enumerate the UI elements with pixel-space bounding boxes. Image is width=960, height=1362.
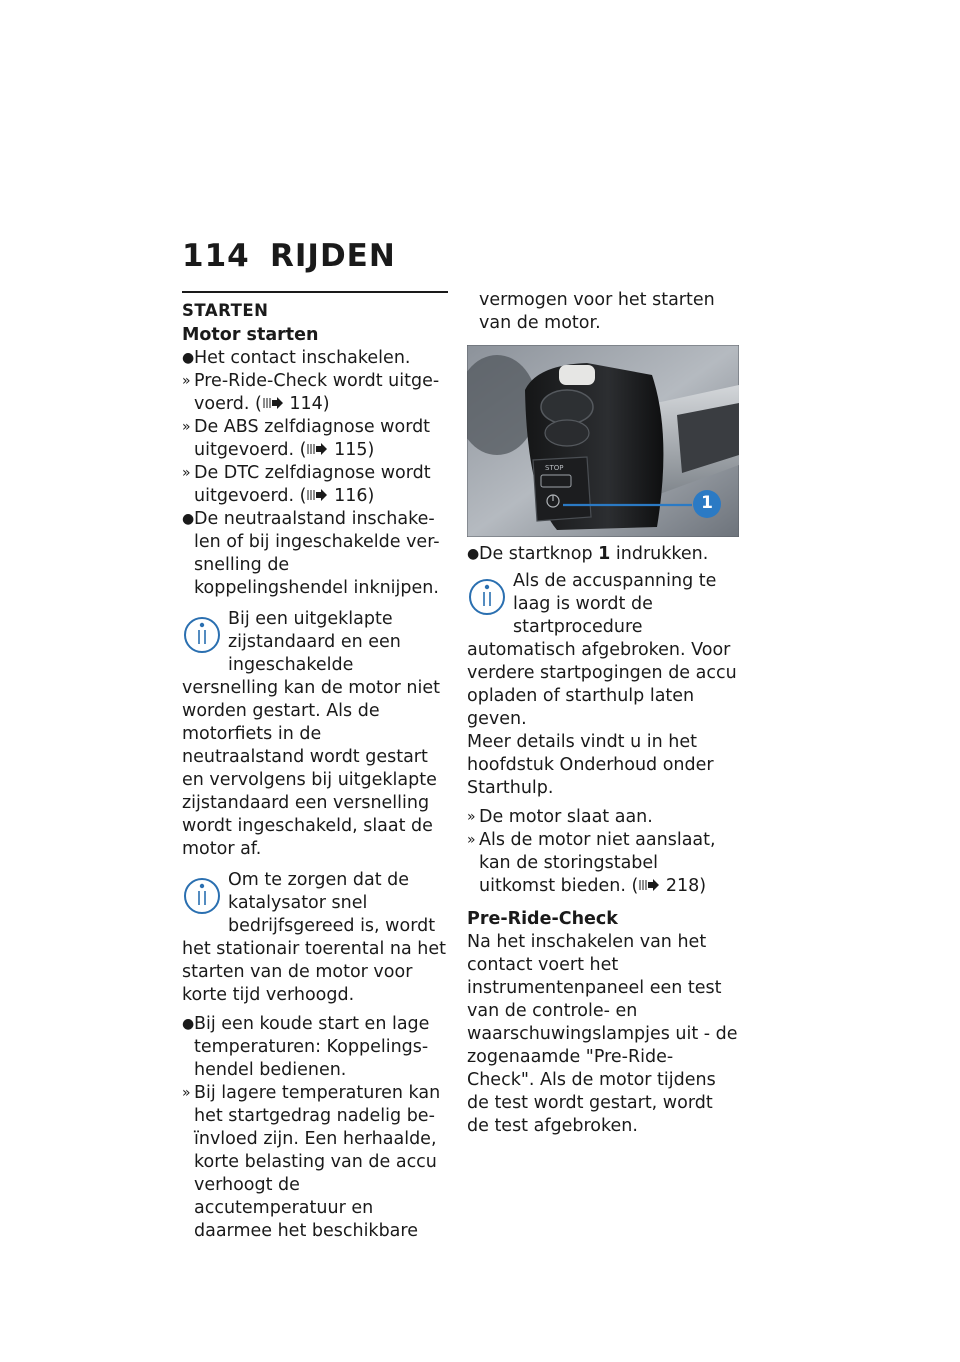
page-number: 114 xyxy=(182,238,250,274)
result-list xyxy=(467,806,739,898)
info-note: Als de accuspanning te laag is wordt de startprocedure automatisch afgebroken. Voor verdere startpogingen de accu opladen of starthulp laten geven. Meer details vindt u in het hoofdstuk Onderhoud onder Starthulp. xyxy=(467,570,739,800)
page-header xyxy=(182,238,396,274)
info-icon xyxy=(182,611,222,657)
result-arrow-icon: » xyxy=(182,419,191,435)
result-arrow-icon: » xyxy=(182,465,191,481)
page-reference[interactable]: ( 218) xyxy=(631,876,707,896)
info-icon xyxy=(182,872,222,918)
section-title: STARTEN xyxy=(182,291,448,322)
info-note: Bij een uitgeklapte zijstandaard en een ingeschakelde versnelling kan de motor niet worden gestart. Als de motorfiets in de neutraalstand wordt gestart en vervolgens bij uitgeklapte zijstandaard een versnelling wordt ingeschakeld, slaat de motor af. xyxy=(182,609,440,859)
right-column xyxy=(467,289,739,1138)
continuation xyxy=(467,289,739,335)
reference-arrow-icon xyxy=(306,488,328,502)
subsection-title: Motor starten xyxy=(182,325,319,345)
handlebar-switch-photo xyxy=(467,345,739,537)
page-reference[interactable]: ( 116) xyxy=(299,486,375,506)
list-item: » Als de motor niet aanslaat, kan de storingstabel uitkomst bieden. ( 218) xyxy=(467,830,716,896)
list-item: » De ABS zelfdiagnose wordt uitgevoerd. ( 115) xyxy=(182,417,431,460)
callout-number: 1 xyxy=(701,493,713,513)
chapter-title: RIJDEN xyxy=(270,238,396,274)
list-item: vermogen voor het starten van de motor. xyxy=(479,290,715,333)
list-item: ● Het contact inschakelen. xyxy=(182,348,411,368)
info-icon xyxy=(467,573,507,619)
list-item: » De DTC zelfdiagnose wordt uitgevoerd. ( 116) xyxy=(182,463,431,506)
pre-ride-check-text: Na het inschakelen van het contact voert het instrumentenpaneel een test van de controle- en waarschuwingslampjes uit - de zogenaamde "Pre-Ride-Check". Als de motor tijdens de test wordt gestart, wordt de test afgebroken. xyxy=(467,932,738,1136)
left-column xyxy=(182,291,448,1243)
reference-arrow-icon xyxy=(638,878,660,892)
result-arrow-icon: » xyxy=(182,1085,191,1101)
start-step xyxy=(467,543,739,566)
page-reference[interactable]: ( 114) xyxy=(254,394,330,414)
bullet-icon: ● xyxy=(467,546,480,562)
bullet-icon: ● xyxy=(182,350,195,366)
list-item: ● Bij een koude start en lage temperaturen: Koppelings-hendel bedienen. xyxy=(182,1014,430,1080)
list-item: » Bij lagere temperaturen kan het startgedrag nadelig be-ïnvloed zijn. Een herhaalde, korte belasting van de accu verhoogt de accutemperatuur en daarmee het beschikbare xyxy=(182,1083,441,1241)
reference-arrow-icon xyxy=(306,442,328,456)
svg-text:STOP: STOP xyxy=(545,464,564,472)
bullet-icon: ● xyxy=(182,511,195,527)
pre-ride-check-title: Pre-Ride-Check xyxy=(467,909,618,929)
list-item: » Pre-Ride-Check wordt uitge-voerd. ( 114) xyxy=(182,371,440,414)
result-arrow-icon: » xyxy=(467,809,476,825)
steps-list-2 xyxy=(182,1013,448,1243)
result-arrow-icon: » xyxy=(467,832,476,848)
list-item: ● De neutraalstand inschake-len of bij ingeschakelde ver-snelling de koppelingshendel inknijpen. xyxy=(182,509,440,598)
list-item: » De motor slaat aan. xyxy=(467,807,653,827)
list-item: ● De startknop 1 indrukken. xyxy=(467,544,709,564)
info-note: Om te zorgen dat de katalysator snel bedrijfsgereed is, wordt het stationair toerental na het starten van de motor voor korte tijd verhoogd. xyxy=(182,870,446,1005)
note-extra: Meer details vindt u in het hoofdstuk Onderhoud onder Starthulp. xyxy=(467,732,714,798)
result-arrow-icon: » xyxy=(182,373,191,389)
bullet-icon: ● xyxy=(182,1016,195,1032)
steps-list-1 xyxy=(182,347,448,600)
reference-arrow-icon xyxy=(262,396,284,410)
page-reference[interactable]: ( 115) xyxy=(299,440,375,460)
